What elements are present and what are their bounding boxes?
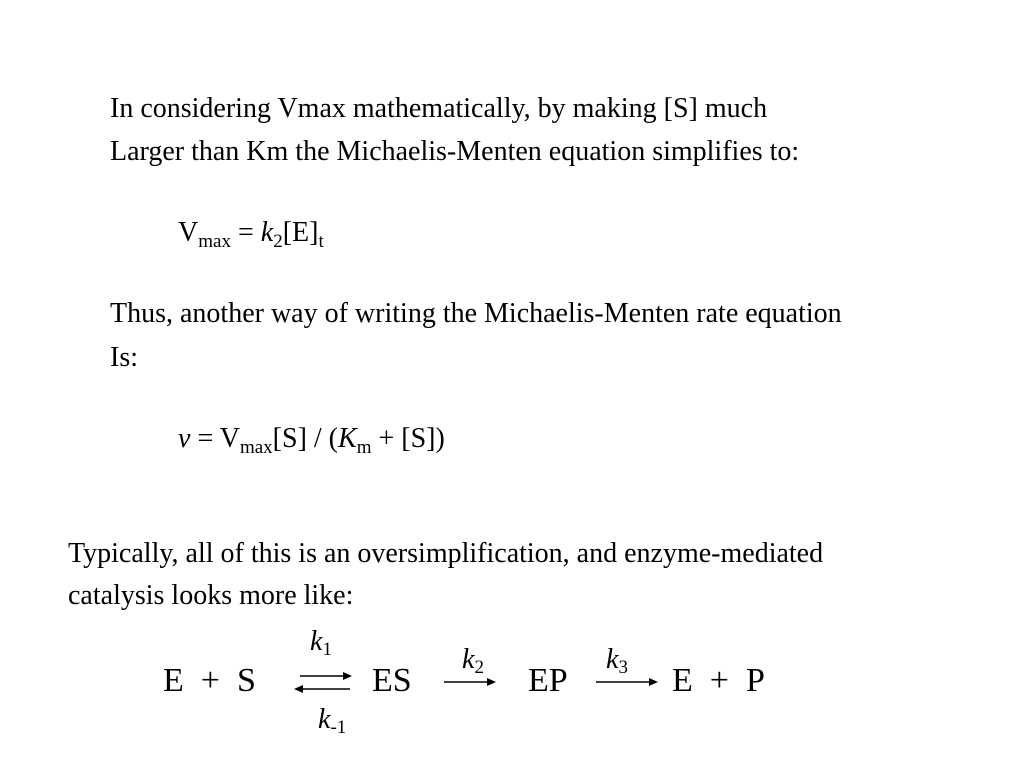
equals-sign: = <box>230 217 261 248</box>
vmax-subscript-2: max <box>239 437 273 458</box>
k2-label: $k_2$ <box>462 644 484 678</box>
products-e-plus-p: E + P <box>672 662 765 699</box>
vmax-symbol: V <box>178 217 199 248</box>
velocity-symbol: v <box>178 423 191 454</box>
reactants-e-plus-s: E + S <box>163 662 256 699</box>
paragraph-2-line-2: Is: <box>110 342 138 373</box>
rate-constant-k: k <box>260 217 274 248</box>
forward-arrow-k1 <box>300 672 352 680</box>
km-subscript: m <box>356 437 372 458</box>
arrow-k2 <box>444 678 496 686</box>
k-minus-1-label: $k_{-1}$ <box>318 704 347 738</box>
complex-es: ES <box>372 662 412 699</box>
arrow-k3 <box>596 678 658 686</box>
paragraph-1-line-1: In considering Vmax mathematically, by making [S] much <box>110 93 768 124</box>
paragraph-2-line-1: Thus, another way of writing the Michaelis-Menten rate equation <box>110 298 842 329</box>
equals-vmax: = V <box>190 423 240 454</box>
km-symbol: K <box>338 423 357 454</box>
k-subscript: 2 <box>273 231 283 252</box>
reverse-arrow-k-minus-1 <box>294 685 350 693</box>
enzyme-concentration: [E] <box>282 217 319 248</box>
paragraph-3-line-1: Typically, all of this is an oversimplification, and enzyme-mediated <box>68 538 824 569</box>
substrate-over: [S] / ( <box>272 423 338 454</box>
denominator-tail: + [S]) <box>371 423 445 454</box>
paragraph-1-line-2: Larger than Km the Michaelis-Menten equation simplifies to: <box>110 136 800 167</box>
k3-label: $k_3$ <box>606 644 628 678</box>
k1-label: $k_1$ <box>310 626 332 660</box>
vmax-subscript: max <box>198 231 231 252</box>
enzyme-total-subscript: t <box>318 231 324 252</box>
paragraph-3-line-2: catalysis looks more like: <box>68 580 354 611</box>
complex-ep: EP <box>528 662 568 699</box>
